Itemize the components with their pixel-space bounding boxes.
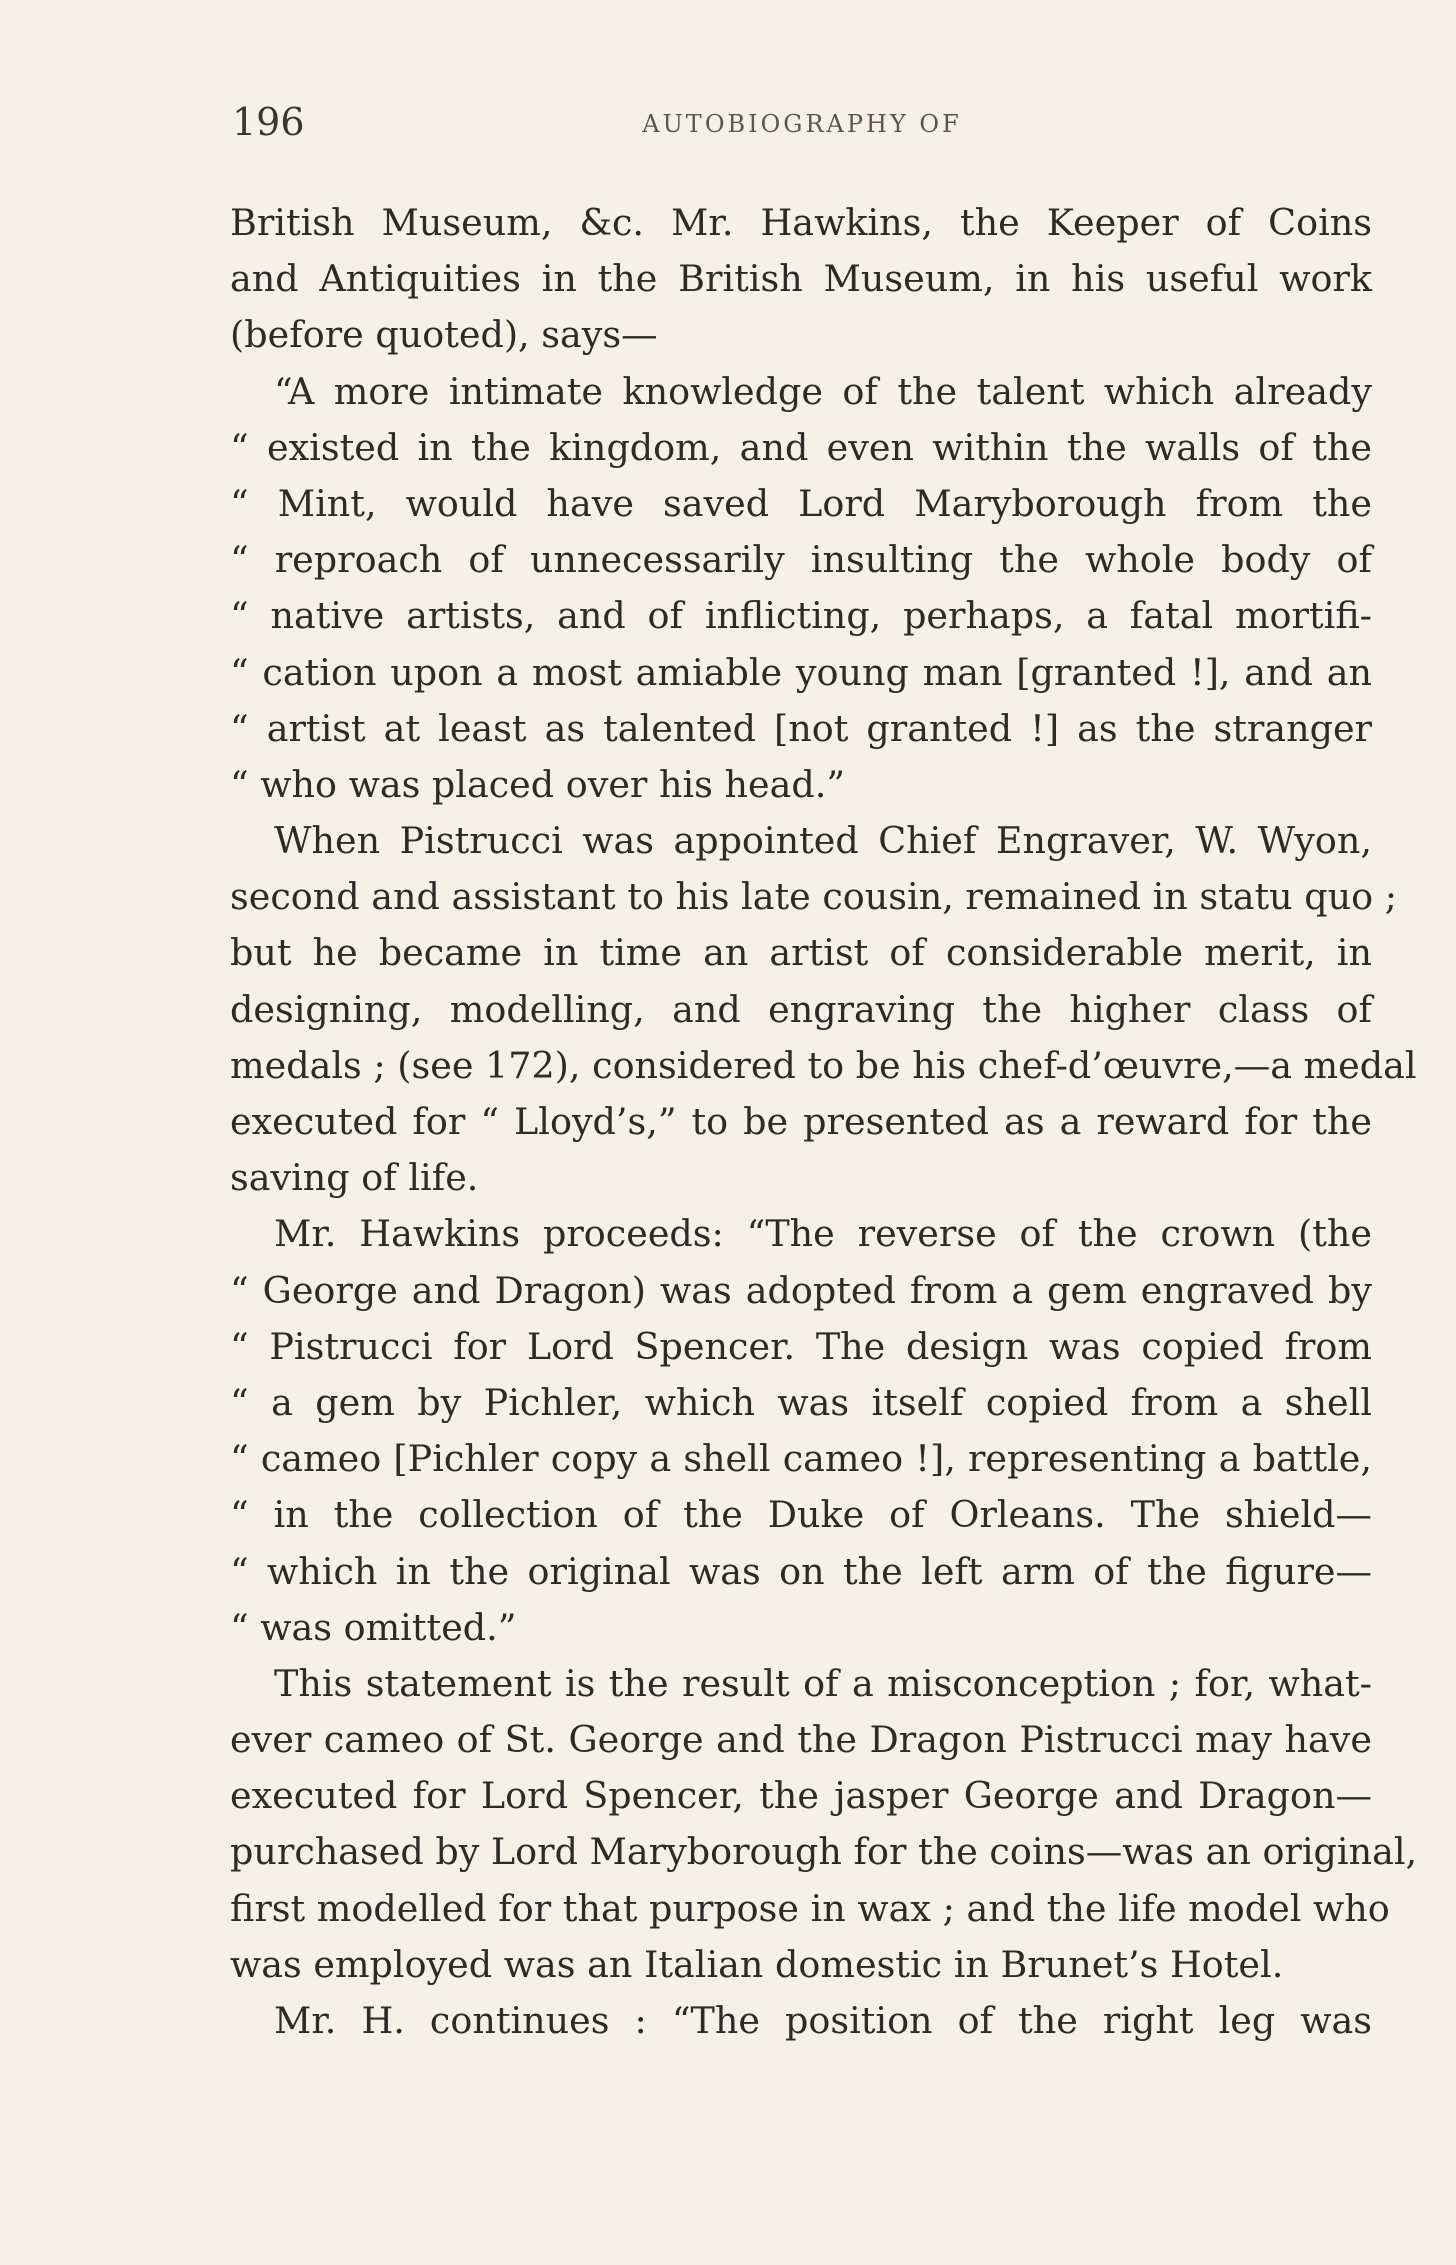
text-line: executed for Lord Spencer, the jasper George and Dragon— <box>230 1774 1372 1818</box>
text-line: “ reproach of unnecessarily insulting the whole body of <box>230 538 1372 582</box>
text-line: “ native artists, and of inflicting, perhaps, a fatal mortifi- <box>230 594 1372 638</box>
text-line: ever cameo of St. George and the Dragon Pistrucci may have <box>230 1718 1372 1762</box>
text-line: “ a gem by Pichler, which was itself copied from a shell <box>230 1380 1372 1424</box>
body-text <box>230 195 1418 2049</box>
text-line: purchased by Lord Maryborough for the coins—was an original, <box>230 1830 1418 1874</box>
text-line: “ which in the original was on the left arm of the figure— <box>230 1549 1372 1593</box>
text-line: but he became in time an artist of considerable merit, in <box>230 931 1372 975</box>
text-line: “ artist at least as talented [not granted !] as the stranger <box>230 706 1372 750</box>
text-line: saving of life. <box>230 1156 479 1200</box>
text-line: “ cation upon a most amiable young man [granted !], and an <box>230 650 1372 694</box>
page-number: 196 <box>232 100 305 144</box>
text-line: When Pistrucci was appointed Chief Engraver, W. Wyon, <box>274 819 1372 863</box>
text-line: British Museum, &c. Mr. Hawkins, the Keeper of Coins <box>230 201 1372 244</box>
running-title: AUTOBIOGRAPHY OF <box>642 110 962 138</box>
text-line: “ George and Dragon) was adopted from a gem engraved by <box>230 1268 1372 1312</box>
text-line: “ Pistrucci for Lord Spencer. The design was copied from <box>230 1324 1372 1368</box>
text-line: “ Mint, would have saved Lord Maryborough from the <box>230 481 1372 525</box>
text-line: second and assistant to his late cousin, remained in statu quo ; <box>230 875 1398 919</box>
text-line: executed for “ Lloyd’s,” to be presented as a reward for the <box>230 1100 1372 1143</box>
text-line: designing, modelling, and engraving the higher class of <box>230 987 1372 1031</box>
running-head <box>232 100 1372 160</box>
text-line: “ who was placed over his head.” <box>230 762 845 806</box>
text-line: “ existed in the kingdom, and even within the walls of the <box>230 425 1372 469</box>
text-line: This statement is the result of a misconception ; for, what- <box>274 1661 1372 1705</box>
text-line: “ cameo [Pichler copy a shell cameo !], representing a battle, <box>230 1437 1372 1481</box>
text-line: and Antiquities in the British Museum, in his useful work <box>230 257 1372 301</box>
text-line: “ was omitted.” <box>230 1605 517 1649</box>
text-line: was employed was an Italian domestic in Brunet’s Hotel. <box>230 1942 1284 1986</box>
text-line: “ in the collection of the Duke of Orleans. The shield— <box>230 1493 1372 1537</box>
text-line: “A more intimate knowledge of the talent which already <box>274 369 1372 413</box>
text-line: medals ; (see 172), considered to be his chef-d’œuvre,—a medal <box>230 1043 1417 1087</box>
text-line: (before quoted), says— <box>230 313 658 357</box>
text-line: first modelled for that purpose in wax ; and the life model who <box>230 1886 1390 1930</box>
text-line: Mr. H. continues : “The position of the right leg was <box>274 1999 1372 2042</box>
text-line: Mr. Hawkins proceeds: “The reverse of the crown (the <box>274 1212 1372 1256</box>
